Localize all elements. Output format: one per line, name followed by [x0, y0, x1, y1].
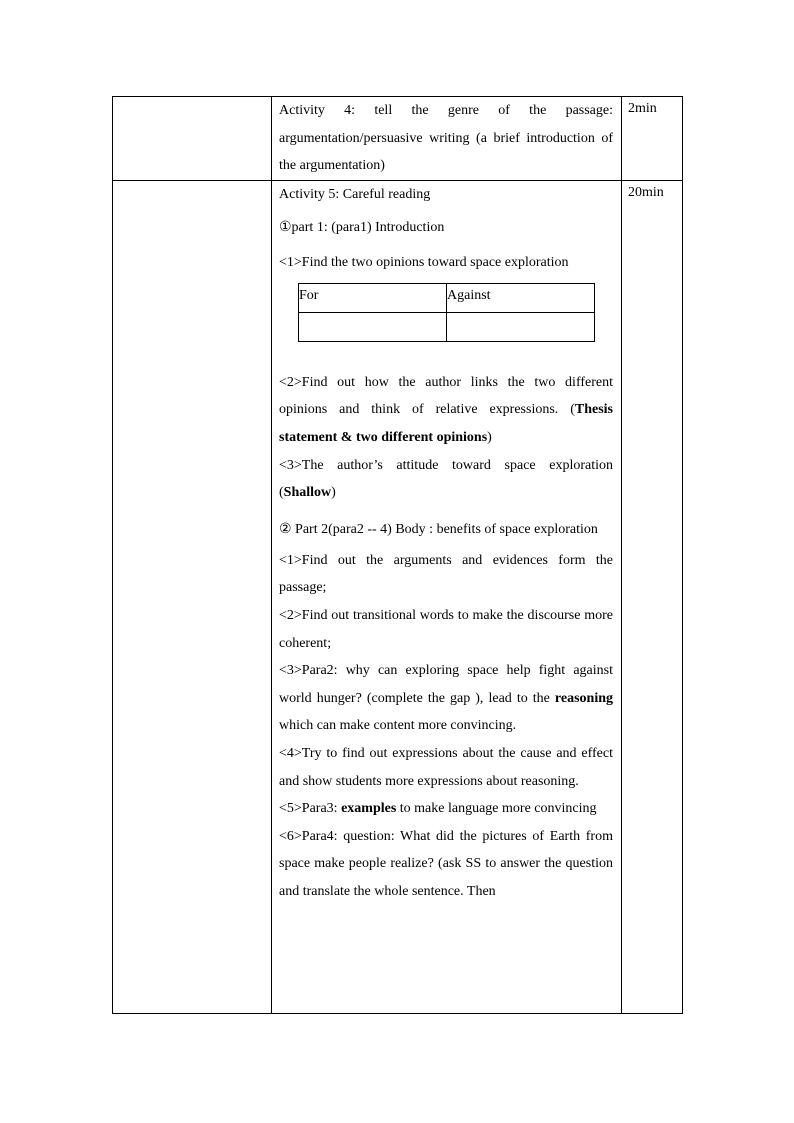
- body-item-3: [279, 657, 613, 740]
- opinions-table: [298, 283, 595, 342]
- body-item-3-bold: reasoning: [554, 690, 613, 706]
- question-2-end: ): [487, 429, 492, 445]
- lesson-plan-table: [112, 96, 683, 1014]
- body-item-3-text: <3>Para2: why can exploring space help fight against world hunger? (complete the gap ), lead to the: [279, 663, 613, 706]
- question-3-bold: Shallow: [283, 485, 332, 501]
- empty-cell: [299, 312, 447, 341]
- column-header-against: Against: [447, 283, 595, 312]
- body-item-5-text: <5>Para3:: [279, 801, 342, 817]
- time-label: 2min: [628, 101, 657, 116]
- question-2: [279, 369, 613, 452]
- body-item-5: [279, 795, 613, 823]
- body-item-6: <6>Para4: question: What did the pictures of Earth from space make people realize? (ask SS to answer the question and translate the whole sentence. Then: [279, 828, 613, 899]
- empty-cell: [447, 312, 595, 341]
- part1-title: ①part 1: (para1) Introduction: [279, 219, 445, 235]
- question-3-end: ): [331, 485, 336, 501]
- time-cell: [622, 181, 683, 1014]
- time-cell: [622, 97, 683, 181]
- body-item-2: <2>Find out transitional words to make the discourse more coherent;: [279, 607, 613, 651]
- body-item-4: <4>Try to find out expressions about the cause and effect and show students more expressions about reasoning.: [279, 745, 613, 789]
- empty-cell: [113, 181, 272, 1014]
- activity5-title: Activity 5: Careful reading: [279, 187, 431, 202]
- body-item-3-end: which can make content more convincing.: [279, 718, 517, 734]
- body-item-1: <1>Find out the arguments and evidences form the passage;: [279, 552, 613, 596]
- table-row: [299, 283, 595, 312]
- table-row: [299, 312, 595, 341]
- table-row: [113, 181, 683, 1014]
- question-2-bold: Thesis statement & two different opinions: [279, 402, 613, 445]
- empty-cell: [113, 97, 272, 181]
- time-label: 20min: [628, 185, 664, 200]
- body-item-5-end: to make language more convincing: [396, 801, 597, 817]
- question-1: <1>Find the two opinions toward space exploration: [279, 255, 569, 271]
- question-3-text: <3>The author’s attitude toward space exploration (: [279, 457, 613, 501]
- activity-cell: [272, 97, 622, 181]
- table-row: [113, 97, 683, 181]
- body-item-5-bold: examples: [341, 801, 397, 817]
- activity-cell: [272, 181, 622, 1014]
- question-3: [279, 452, 613, 507]
- activity4-text: Activity 4: tell the genre of the passage: argumentation/persuasive writing (a brief introduction of the argumentation): [279, 103, 613, 174]
- question-2-text: <2>Find out how the author links the two different opinions and think of relative expressions. (: [279, 374, 613, 418]
- part2-title: ② Part 2(para2 -- 4) Body : benefits of space exploration: [279, 521, 598, 537]
- column-header-for: For: [299, 283, 447, 312]
